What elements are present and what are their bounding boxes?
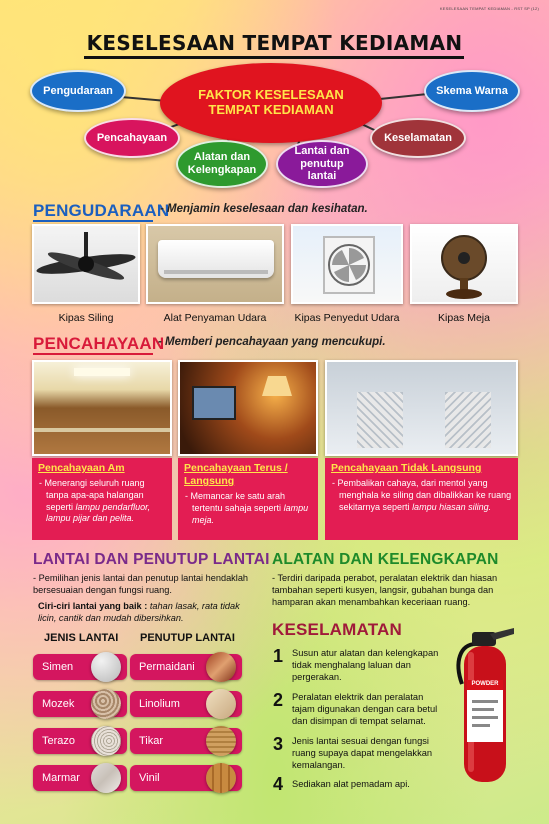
jenis-simen: Simen [33,654,127,680]
alatan-text: - Terdiri daripada perabot, peralatan elektrik dan hiasan tambahan seperti kusyen, langsir, gubahan bunga dan hamparan akan menambahkan keceriaan ruang. [272,573,498,607]
exhaust-fan-photo [291,224,403,304]
caption-kipas-siling: Kipas Siling [58,312,114,324]
pencahayaan-terus-text: - Memancar ke satu arah tertentu sahaja seperti [185,491,286,513]
node-skema-warna: Skema Warna [424,70,520,112]
node-pencahayaan: Pencahayaan [84,118,180,158]
caption-kipas-penyedut: Kipas Penyedut Udara [294,312,400,324]
pencahayaan-tidak-langsung-example: lampu hiasan siling. [412,501,492,512]
lantai-text: - Pemilihan jenis lantai dan penutup lantai hendaklah bersesuaian dengan fungsi ruang. [33,573,249,595]
step-1-text: Susun atur alatan dan kelengkapan tidak menghalang laluan dan pergerakan. [292,648,439,682]
pencahayaan-terus-example: lampu meja. [192,502,309,525]
kitchen-light-photo [32,360,172,456]
jenis-lantai-head: JENIS LANTAI [44,632,119,644]
node-keselamatan: Keselamatan [370,118,466,158]
jenis-marmar: Marmar [33,765,127,791]
pencahayaan-am-box [32,458,172,540]
ceiling-fan-photo [32,224,140,304]
step-4-number: 4 [273,774,284,794]
jenis-terazo: Terazo [33,728,127,754]
terazo-texture [91,726,121,756]
page-title: KESELESAAN TEMPAT KEDIAMAN [86,31,463,55]
pencahayaan-am-text: - Menerangi seluruh ruang tanpa apa-apa halangan seperti [39,478,145,512]
linolium-texture [206,689,236,719]
node-lantai: Lantai dan penutup lantai [276,140,368,188]
penutup-lantai-head: PENUTUP LANTAI [140,632,235,644]
pencahayaan-am-example: lampu pendarfluor, lampu pijar dan pelita. [46,501,151,524]
wall-light-photo [325,360,518,456]
lantai-criteria-text: tahan lasak, rata tidak licin, cantik dan mudah dibersihkan. [38,601,240,623]
lantai-criteria [38,601,258,625]
lantai-heading: LANTAI DAN PENUTUP LANTAI [33,551,270,568]
step-3-text: Jenis lantai sesuai dengan fungsi ruang supaya dapat mengelakkan kemalangan. [292,736,433,770]
pencahayaan-heading: PENCAHAYAAN [33,334,165,353]
step-2-text: Peralatan elektrik dan peralatan tajam digunakan dengan cara betul dan disimpan di tempat selamat. [292,692,438,726]
pengudaraan-subtitle: - Menjamin keselesaan dan kesihatan. [160,203,368,215]
reference-code: KESELESAAN TEMPAT KEDIAMAN - RST SP (12) [439,6,539,11]
step-1-number: 1 [273,646,284,666]
keselamatan-heading: KESELAMATAN [272,620,403,639]
penutup-tikar: Tikar [130,728,242,754]
pengudaraan-heading: PENGUDARAAN [33,201,170,220]
simen-texture [91,652,121,682]
title-underline [84,56,464,59]
permaidani-texture [206,652,236,682]
jenis-mozek: Mozek [33,691,127,717]
alatan-heading: ALATAN DAN KELENGKAPAN [272,551,499,568]
mozek-texture [91,689,121,719]
penutup-linolium: Linolium [130,691,242,717]
node-alatan: Alatan dan Kelengkapan [176,140,268,188]
pencahayaan-tidak-langsung-box [325,458,518,540]
pencahayaan-am-title: Pencahayaan Am [38,462,125,474]
pencahayaan-terus-box [178,458,318,540]
node-pengudaraan: Pengudaraan [30,70,126,112]
fire-extinguisher-icon [450,626,522,786]
tikar-texture [206,726,236,756]
caption-kipas-meja: Kipas Meja [438,312,490,324]
desk-fan-photo [410,224,518,304]
caption-alat-penyaman: Alat Penyaman Udara [163,312,267,324]
lantai-criteria-label: Ciri-ciri lantai yang baik : [38,601,148,611]
step-2-number: 2 [273,690,284,710]
vinil-texture [206,763,236,793]
marmar-texture [91,763,121,793]
mindmap-center: FAKTOR KESELESAAN TEMPAT KEDIAMAN [160,63,382,143]
extinguisher-label: POWDER [471,681,499,687]
step-3-number: 3 [273,734,284,754]
pencahayaan-tidak-langsung-title: Pencahayaan Tidak Langsung [331,462,482,474]
air-conditioner-photo [146,224,284,304]
desk-lamp-photo [178,360,318,456]
pencahayaan-subtitle: - Memberi pencahayaan yang mencukupi. [158,336,386,348]
penutup-permaidani: Permaidani [130,654,242,680]
pencahayaan-tidak-langsung-text: - Pembalikan cahaya, dari mentol yang menghala ke siling dan dibalikkan ke ruang sekitarnya seperti [332,478,512,512]
pencahayaan-terus-title: Pencahayaan Terus / Langsung [184,462,288,488]
step-4-text: Sediakan alat pemadam api. [292,779,410,789]
penutup-vinil: Vinil [130,765,242,791]
